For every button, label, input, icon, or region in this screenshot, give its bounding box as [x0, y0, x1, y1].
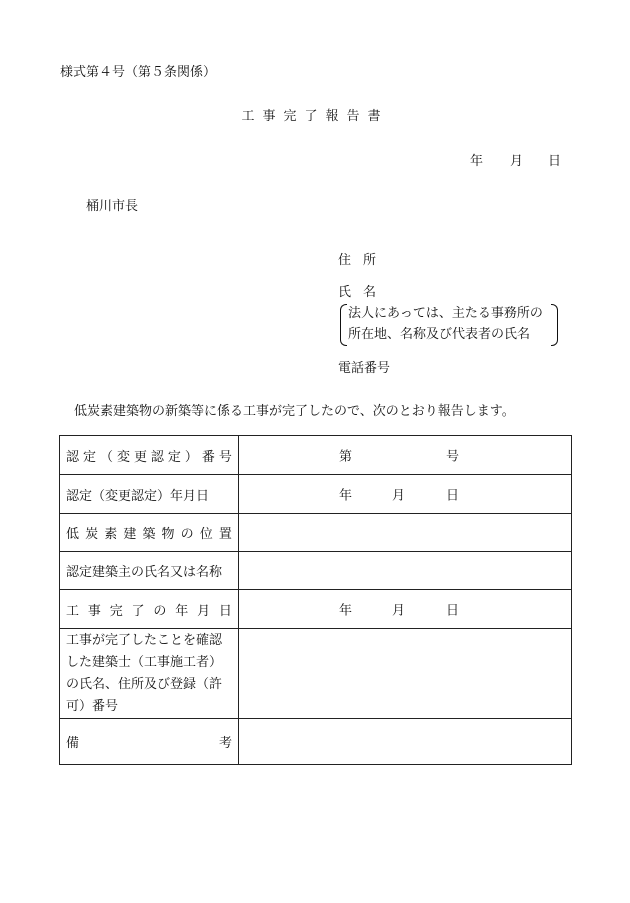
date-month-label: 月	[510, 154, 524, 169]
number-prefix: 第	[339, 449, 353, 465]
day-unit: 日	[446, 603, 460, 619]
label-char: 置	[218, 527, 232, 542]
certification-date-field[interactable]	[239, 475, 572, 514]
spread-label	[66, 523, 238, 542]
certification-number-field[interactable]	[239, 436, 572, 475]
architect-info-text: 工事が完了したことを確認 した建築士（工事施工者） の氏名、住所及び登録（許 可）番号	[66, 632, 223, 714]
date-year-label: 年	[470, 154, 484, 169]
form-number: 様式第４号（第５条関係）	[60, 65, 217, 80]
owner-name-label: 認定建築主の氏名又は名称	[60, 552, 239, 590]
table-row	[60, 719, 572, 765]
label-char: 炭	[85, 527, 99, 542]
label-char: 完	[109, 603, 123, 619]
day-unit: 日	[446, 488, 460, 504]
phone-label: 電話番号	[338, 361, 391, 376]
certification-number-label	[60, 436, 239, 475]
label-char: 定	[82, 449, 96, 465]
date-day-label: 日	[548, 154, 562, 169]
label-char: 素	[104, 527, 118, 542]
report-statement: 低炭素建築物の新築等に係る工事が完了したので、次のとおり報告します。	[74, 404, 515, 419]
label-char: 認	[66, 449, 80, 465]
label-char: 番	[201, 449, 215, 465]
label-char: 建	[123, 527, 137, 542]
label-char: 年	[175, 603, 189, 619]
label-char: 工	[66, 603, 80, 619]
label-char: 号	[218, 449, 232, 465]
completion-date-field[interactable]	[239, 590, 572, 629]
label-char: 了	[131, 603, 145, 619]
year-unit: 年	[339, 488, 353, 504]
architect-info-label	[60, 629, 239, 719]
label-char: 物	[161, 527, 175, 542]
label-char: 位	[199, 527, 213, 542]
label-char: 更	[133, 449, 147, 465]
remarks-field[interactable]	[239, 719, 572, 765]
document-title: 工事完了報告書	[241, 109, 389, 124]
label-char: 考	[218, 736, 232, 751]
year-unit: 年	[339, 603, 353, 619]
label-char: 認	[150, 449, 164, 465]
table-row	[60, 590, 572, 629]
building-location-field[interactable]	[239, 514, 572, 552]
building-location-label	[60, 514, 239, 552]
spread-label	[66, 446, 238, 465]
spread-label	[66, 600, 238, 619]
right-bracket	[551, 304, 558, 346]
owner-name-field[interactable]	[239, 552, 572, 590]
label-char: 月	[197, 603, 211, 619]
name-label: 氏名	[338, 285, 389, 300]
report-table	[59, 435, 572, 765]
table-row	[60, 514, 572, 552]
month-unit: 月	[392, 488, 406, 504]
spread-label	[66, 732, 238, 751]
label-char: 変	[116, 449, 130, 465]
certification-date-label: 認定（変更認定）年月日	[60, 475, 239, 514]
completion-date-label	[60, 590, 239, 629]
label-char: （	[99, 449, 113, 465]
label-char: 備	[66, 736, 80, 751]
number-suffix: 号	[446, 449, 460, 465]
label-char: 事	[87, 603, 101, 619]
corporate-note-line-1: 法人にあっては、主たる事務所の	[348, 306, 543, 321]
table-row	[60, 629, 572, 719]
architect-info-field[interactable]	[239, 629, 572, 719]
label-char: の	[153, 603, 167, 619]
corporate-note	[340, 304, 558, 344]
month-unit: 月	[392, 603, 406, 619]
addressee: 桶川市長	[86, 199, 139, 214]
table-row	[60, 475, 572, 514]
label-char: 日	[218, 603, 232, 619]
label-char: 低	[66, 527, 80, 542]
table-row	[60, 552, 572, 590]
label-char: 築	[142, 527, 156, 542]
corporate-note-line-2: 所在地、名称及び代表者の氏名	[348, 327, 531, 342]
label-char: ）	[184, 449, 198, 465]
table-row	[60, 436, 572, 475]
remarks-label	[60, 719, 239, 765]
label-char: 定	[167, 449, 181, 465]
left-bracket	[340, 304, 347, 346]
address-label: 住所	[338, 253, 389, 268]
label-char: の	[180, 527, 194, 542]
